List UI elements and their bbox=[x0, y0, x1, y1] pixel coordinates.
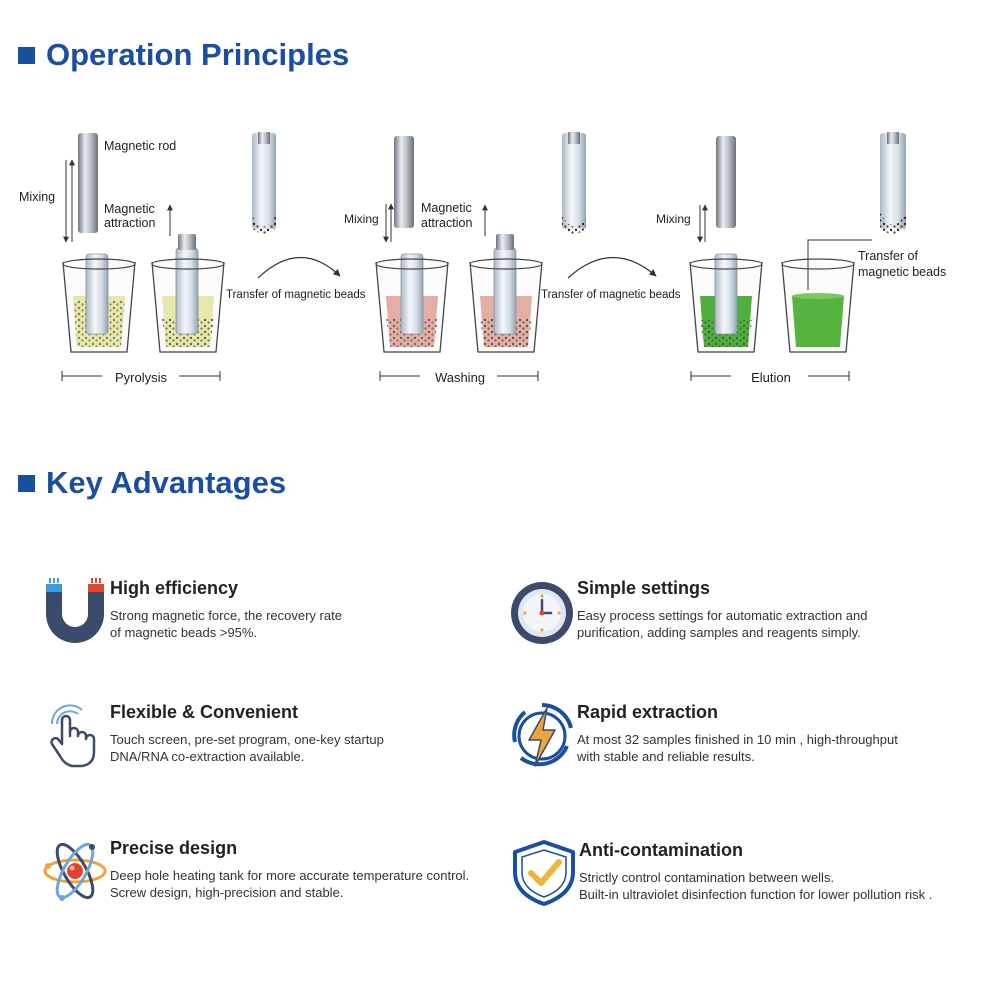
transfer-rod-1 bbox=[252, 132, 276, 234]
beaker-washing-attraction bbox=[470, 234, 542, 352]
advantage-title: Precise design bbox=[110, 838, 238, 858]
beaker-elution-mixing bbox=[690, 254, 762, 352]
mixing-label-elution: Mixing bbox=[656, 212, 691, 226]
heading-square-icon bbox=[18, 47, 35, 64]
advantage-line-2: Built-in ultraviolet disinfection function for lower pollution risk . bbox=[579, 886, 933, 902]
magnetic-attraction-washing-1: Magnetic bbox=[421, 201, 472, 215]
advantage-line-1: Strictly control contamination between wells. bbox=[579, 870, 835, 885]
advantage-title: Rapid extraction bbox=[577, 702, 719, 722]
stage-label-elution: Elution bbox=[751, 370, 791, 385]
advantage-line-1: Touch screen, pre-set program, one-key startup bbox=[110, 732, 384, 747]
transfer-arrow-1 bbox=[258, 257, 340, 278]
advantage-line-1: At most 32 samples finished in 10 min , high-throughput bbox=[577, 732, 898, 747]
advantage-line-1: Deep hole heating tank for more accurate temperature control. bbox=[110, 868, 470, 883]
advantage-title: Anti-contamination bbox=[579, 840, 743, 860]
advantage-description bbox=[577, 608, 867, 641]
key-advantages-title: Key Advantages bbox=[46, 465, 287, 500]
advantage-line-1: Easy process settings for automatic extraction and bbox=[577, 608, 868, 623]
magnet-icon bbox=[42, 578, 108, 644]
operation-diagram bbox=[0, 120, 1000, 400]
advantage-title: High efficiency bbox=[110, 578, 239, 598]
advantage-description bbox=[110, 732, 384, 765]
transfer-label-1: Transfer of magnetic beads bbox=[226, 289, 366, 301]
stage-label-washing: Washing bbox=[434, 370, 486, 385]
advantage-title: Flexible & Convenient bbox=[110, 702, 299, 722]
advantage-line-1: Strong magnetic force, the recovery rate bbox=[110, 608, 342, 623]
magnetic-attraction-label-1: Magnetic bbox=[104, 202, 155, 216]
magnetic-rod bbox=[78, 133, 98, 233]
transfer-arrow-2 bbox=[568, 257, 656, 278]
operation-principles-heading bbox=[18, 37, 349, 73]
key-advantages-heading bbox=[18, 465, 286, 501]
beaker-washing-mixing bbox=[376, 254, 448, 352]
heading-square-icon bbox=[18, 475, 35, 492]
operation-principles-title: Operation Principles bbox=[46, 37, 350, 72]
beaker-lysis-attraction bbox=[152, 234, 224, 352]
mixing-label: Mixing bbox=[19, 190, 56, 204]
advantage-line-2: DNA/RNA co-extraction available. bbox=[110, 748, 305, 764]
magnetic-attraction-label-2: attraction bbox=[104, 216, 156, 230]
advantage-description bbox=[110, 868, 469, 901]
transfer-rod-2 bbox=[562, 132, 586, 234]
advantage-description bbox=[579, 870, 932, 903]
elution-stage bbox=[656, 132, 946, 385]
beaker-elution-final bbox=[782, 259, 854, 352]
lightning-icon bbox=[509, 702, 575, 768]
transfer-label-3a: Transfer of bbox=[858, 249, 918, 263]
advantage-line-2: with stable and reliable results. bbox=[577, 748, 755, 764]
magnetic-rod-washing bbox=[394, 136, 414, 228]
advantage-line-2: of magnetic beads >95%. bbox=[110, 624, 258, 640]
advantage-description bbox=[110, 608, 342, 641]
beaker-lysis-mixing bbox=[63, 254, 135, 352]
washing-stage bbox=[344, 132, 681, 385]
touch-hand-icon bbox=[42, 702, 108, 768]
mixing-label-washing: Mixing bbox=[344, 212, 379, 226]
magnetic-attraction-washing-2: attraction bbox=[421, 216, 473, 230]
advantage-line-2: Screw design, high-precision and stable. bbox=[110, 884, 344, 900]
magnetic-rod-elution bbox=[716, 136, 736, 228]
pyrolysis-stage bbox=[19, 132, 366, 385]
advantage-line-2: purification, adding samples and reagents simply. bbox=[577, 624, 861, 640]
atom-icon bbox=[42, 838, 108, 904]
magnetic-rod-label: Magnetic rod bbox=[104, 139, 177, 153]
transfer-label-2: Transfer of magnetic beads bbox=[541, 289, 681, 301]
advantage-description bbox=[577, 732, 898, 765]
advantage-title: Simple settings bbox=[577, 578, 711, 598]
stage-label-pyrolysis: Pyrolysis bbox=[114, 370, 168, 385]
shield-check-icon bbox=[511, 840, 577, 906]
transfer-rod-3 bbox=[880, 132, 906, 234]
transfer-label-3b: magnetic beads bbox=[858, 265, 947, 279]
clock-icon bbox=[509, 578, 575, 644]
